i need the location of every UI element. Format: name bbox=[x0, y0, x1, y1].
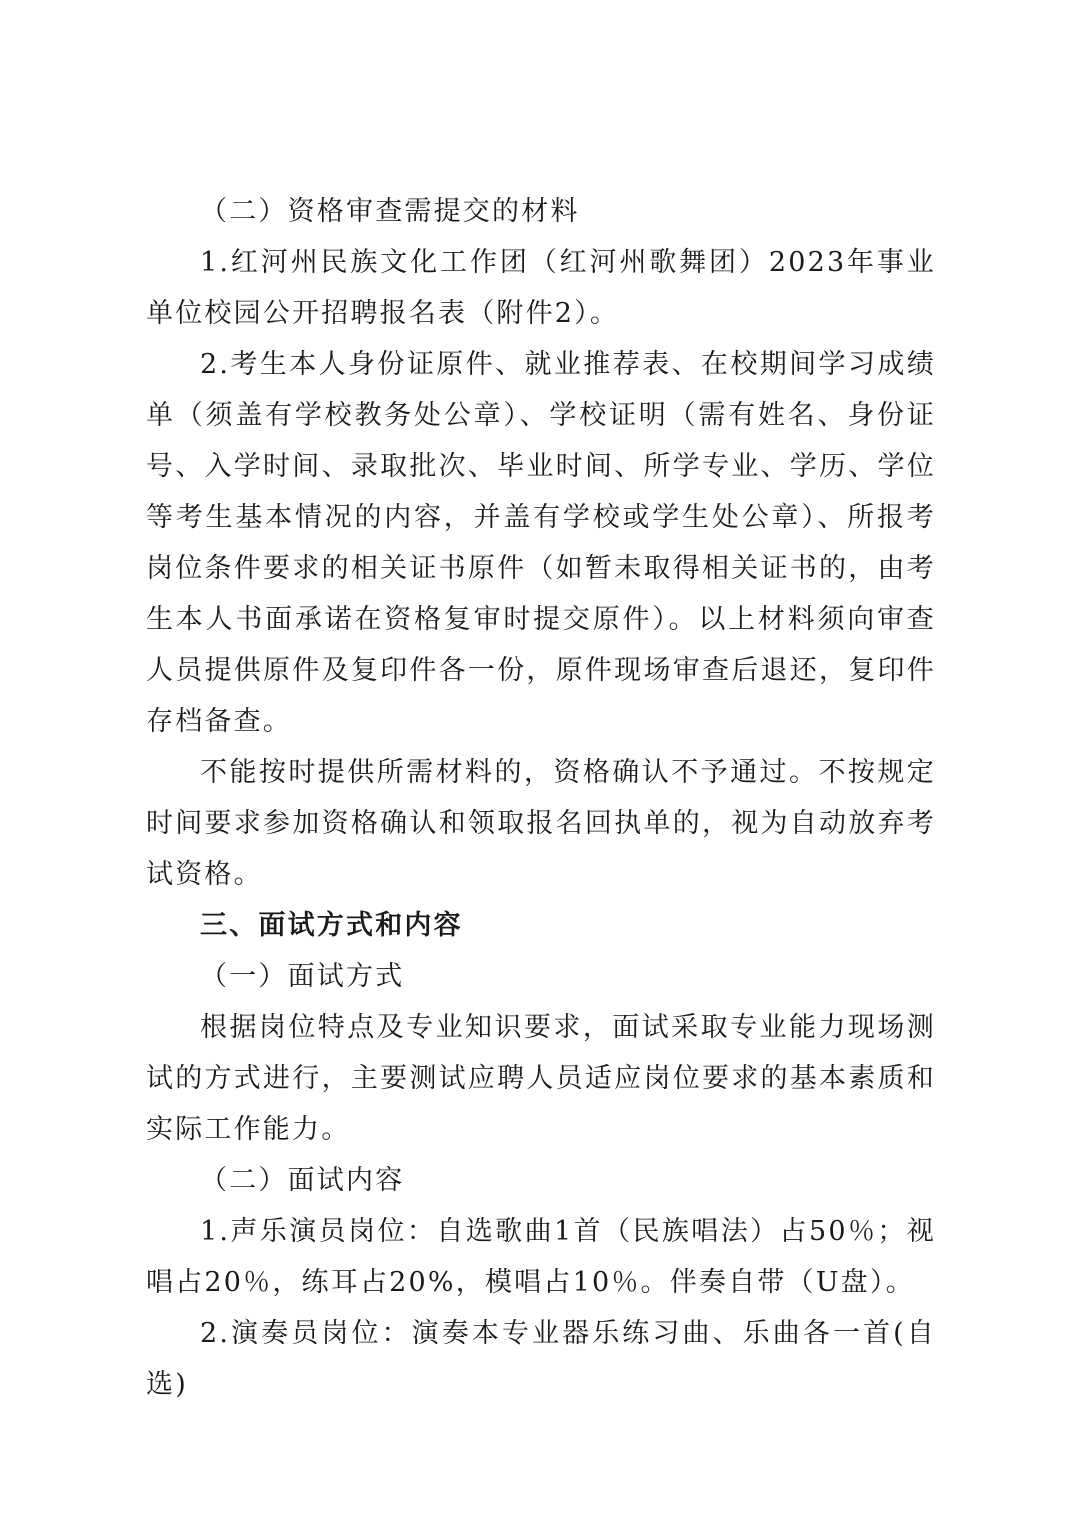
paragraph-vocal-position: 1.声乐演员岗位：自选歌曲1首（民族唱法）占50％；视唱占20％，练耳占20%，模唱占10％。伴奏自带（U盘）。 bbox=[146, 1216, 936, 1298]
paragraph-interview-method: 根据岗位特点及专业知识要求，面试采取专业能力现场测试的方式进行，主要测试应聘人员适应岗位要求的基本素质和实际工作能力。 bbox=[146, 1012, 936, 1145]
paragraph-required-documents: 2.考生本人身份证原件、就业推荐表、在校期间学习成绩单（须盖有学校教务处公章）、学校证明（需有姓名、身份证号、入学时间、录取批次、毕业时间、所学专业、学历、学位等考生基本情况的内容，并盖有学校或学生处公章）、所报考岗位条件要求的相关证书原件（如暂未取得相关证书的，由考生本人书面承诺在资格复审时提交原件）。以上材料须向审查人员提供原件及复印件各一份，原件现场审查后退还，复印件存档备查。 bbox=[146, 349, 936, 737]
paragraph-instrumental-position: 2.演奏员岗位：演奏本专业器乐练习曲、乐曲各一首(自选) bbox=[146, 1318, 936, 1400]
subheading-interview-content: （二）面试内容 bbox=[200, 1165, 405, 1196]
paragraph-registration-form: 1.红河州民族文化工作团（红河州歌舞团）2023年事业单位校园公开招聘报名表（附件2）。 bbox=[146, 247, 936, 329]
subheading-interview-method: （一）面试方式 bbox=[200, 961, 405, 992]
document-body bbox=[146, 186, 936, 1410]
subheading-materials: （二）资格审查需提交的材料 bbox=[200, 196, 580, 227]
section-heading-interview: 三、面试方式和内容 bbox=[200, 910, 463, 941]
paragraph-failure-notice: 不能按时提供所需材料的，资格确认不予通过。不按规定时间要求参加资格确认和领取报名回执单的，视为自动放弃考试资格。 bbox=[146, 757, 936, 890]
